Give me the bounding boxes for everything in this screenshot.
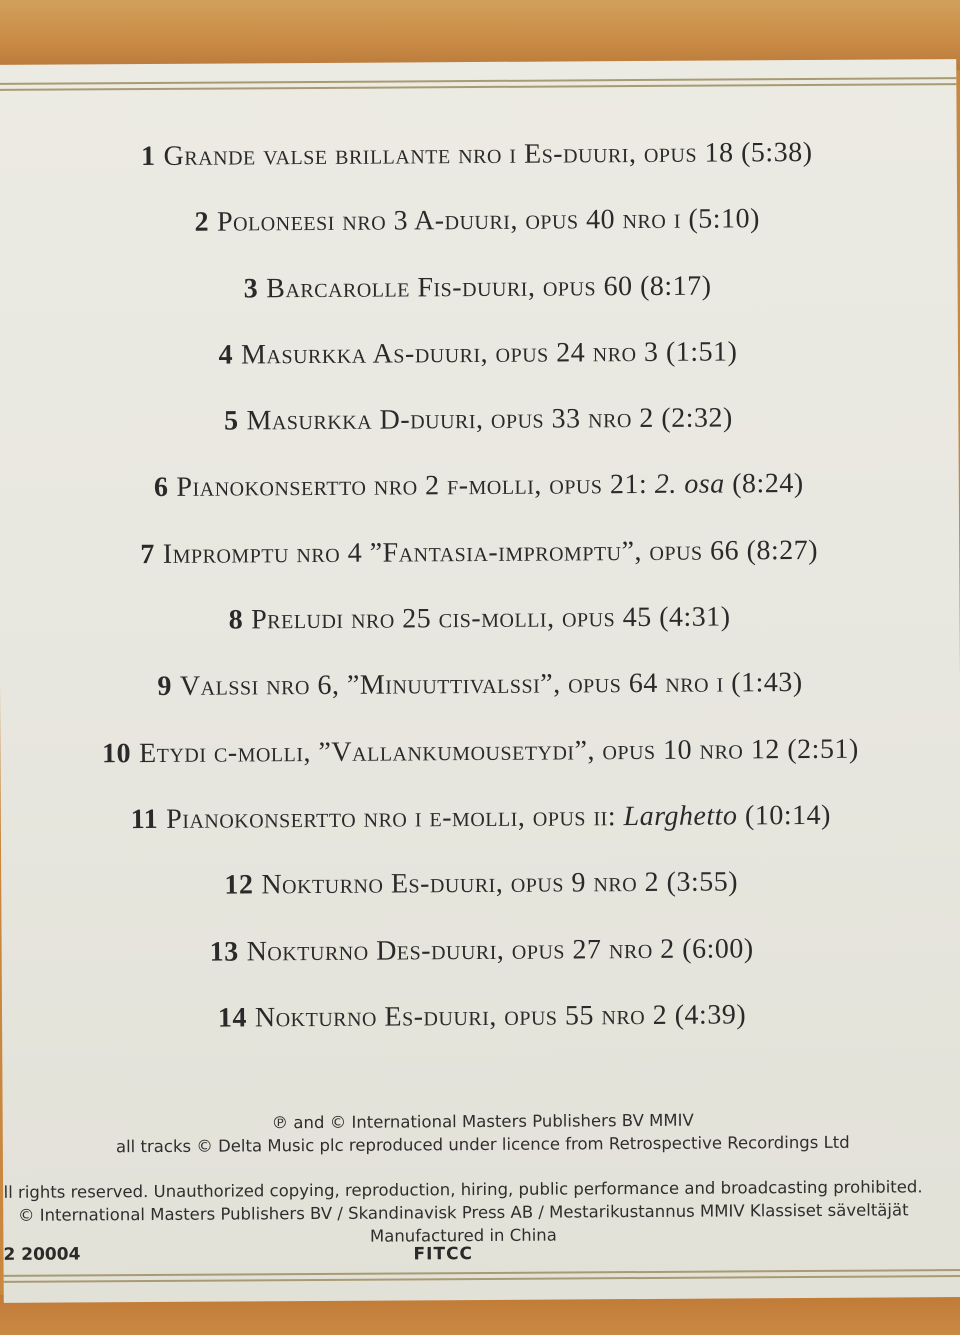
track-duration: (8:24) (732, 468, 804, 500)
track-item (0, 252, 958, 324)
track-number: 1 (140, 140, 156, 173)
legal-line-3: Manufactured in China (369, 1225, 557, 1246)
track-title: Barcarolle Fis-duuri, opus 60 (8:17) (266, 270, 712, 304)
track-number: 2 (194, 206, 210, 239)
track-number: 5 (223, 405, 239, 437)
legal-line-1: ll rights reserved. Unauthorized copying, reproduction, hiring, public performance and broadcasting prohibited. (3, 1177, 923, 1202)
track-item (0, 649, 960, 721)
track-number: 7 (140, 538, 155, 570)
legal-line-2: © International Masters Publishers BV / Skandinavisk Press AB / Mestarikustannus MMIV Klassiset säveltäjät (17, 1200, 909, 1225)
track-title: Nokturno Es-duuri, opus 55 nro 2 (4:39) (254, 999, 747, 1034)
track-title: Valssi nro 6, ”Minuuttivalssi”, opus 64 nro i (1:43) (179, 667, 803, 703)
track-title: Etydi c-molli, ”Vallankumousetydi”, opus 10 nro 12 (2:51) (139, 733, 859, 769)
track-number: 8 (228, 604, 244, 636)
track-item (0, 318, 958, 390)
track-title: Nokturno Des-duuri, opus 27 nro 2 (6:00) (246, 932, 754, 967)
track-title: Poloneesi nro 3 A-duuri, opus 40 nro i (5:10) (216, 203, 760, 238)
track-number: 9 (157, 671, 172, 703)
track-number: 10 (102, 737, 132, 769)
track-item (0, 517, 959, 589)
track-item (0, 583, 960, 655)
track-movement: Larghetto (623, 800, 738, 833)
track-duration: (10:14) (744, 799, 832, 832)
decorative-border-bottom (4, 1269, 960, 1283)
track-number: 12 (224, 869, 254, 901)
copyright-credits (3, 1107, 960, 1159)
legal-notice (0, 1175, 933, 1250)
track-number: 14 (217, 1002, 248, 1034)
track-number: 6 (153, 472, 169, 504)
track-number: 11 (130, 803, 159, 836)
track-item (0, 119, 957, 191)
fitcc-code: FITCC (413, 1244, 474, 1265)
track-title: Impromptu nro 4 ”Fantasia-impromptu”, opus 66 (8:27) (162, 534, 819, 570)
track-number: 4 (218, 339, 234, 371)
track-title: Masurkka D-duuri, opus 33 nro 2 (2:32) (246, 402, 733, 437)
track-title: Preludi nro 25 cis-molli, opus 45 (4:31) (251, 601, 731, 636)
credits-line-2: all tracks © Delta Music plc reproduced under licence from Retrospective Recordings Ltd (115, 1132, 850, 1157)
track-title: Nokturno Es-duuri, opus 9 nro 2 (3:55) (261, 866, 739, 901)
track-number: 13 (209, 936, 239, 968)
cd-booklet-card (0, 59, 960, 1303)
track-item (1, 915, 960, 987)
track-item (2, 981, 960, 1053)
track-item (0, 451, 959, 523)
track-title: Pianokonsertto nro 2 f-molli, opus 21: (176, 469, 648, 504)
credits-line-1: ℗ and © International Masters Publishers BV MMIV (271, 1110, 694, 1133)
track-movement: 2. osa (654, 468, 725, 501)
track-list (0, 119, 960, 1053)
track-title: Masurkka As-duuri, opus 24 nro 3 (1:51) (240, 336, 738, 371)
track-item (1, 782, 960, 854)
track-title: Pianokonsertto nro i e-molli, opus ii: (166, 801, 617, 835)
track-item (0, 185, 957, 257)
track-number: 3 (243, 272, 259, 305)
track-item (0, 384, 959, 456)
catalog-number: 2 20004 (3, 1244, 81, 1265)
track-title: Grande valse brillante nro i Es-duuri, opus 18 (5:38) (163, 136, 813, 172)
track-item (0, 716, 960, 788)
track-item (1, 848, 960, 920)
decorative-border-top (0, 77, 956, 91)
